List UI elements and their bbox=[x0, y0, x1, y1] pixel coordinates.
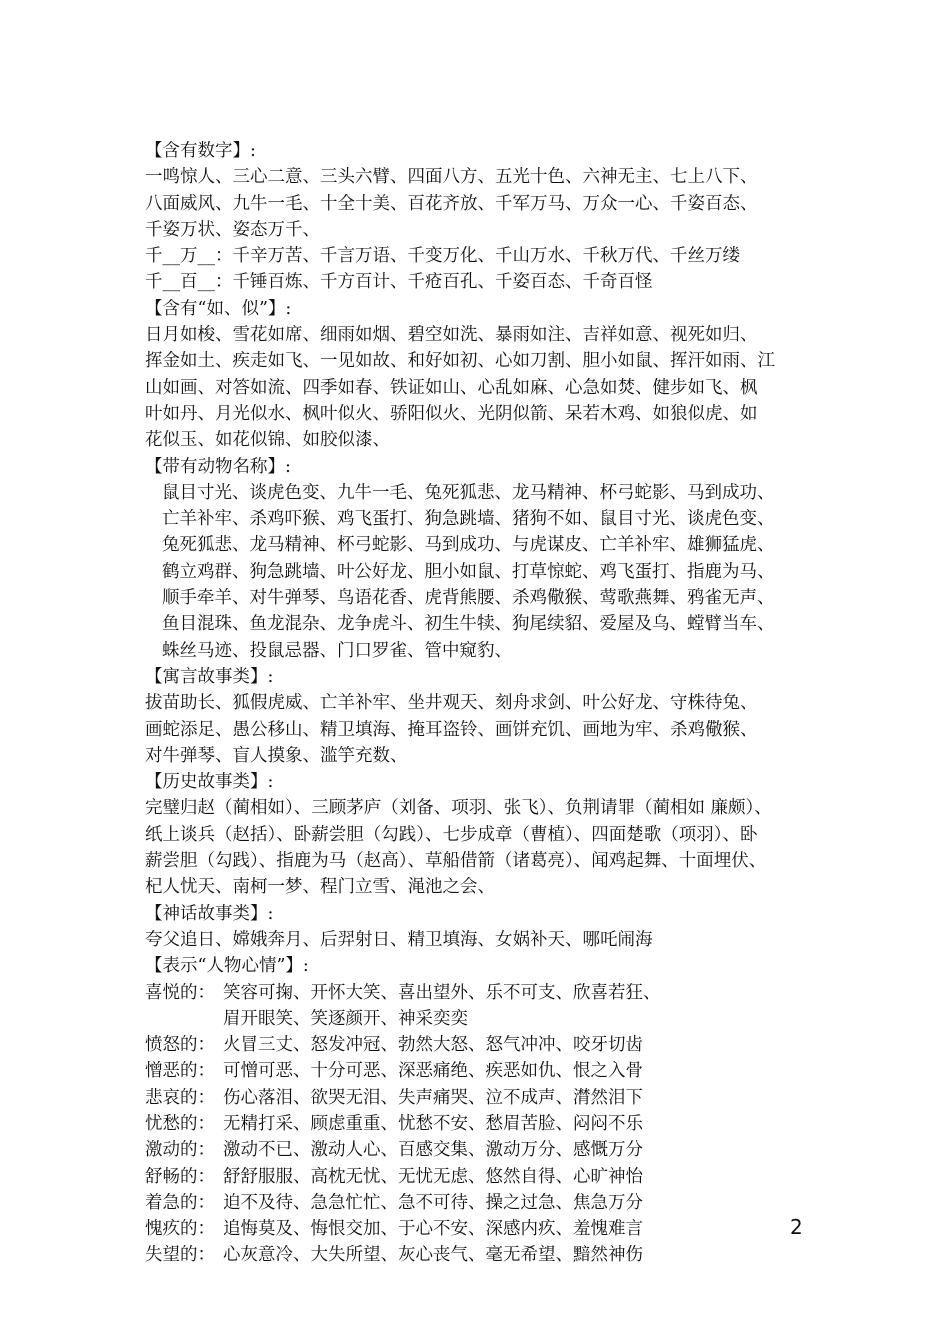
emotion-row bbox=[145, 1164, 825, 1190]
animals-line: 鼠目寸光、谈虎色变、九牛一毛、兔死狐悲、龙马精神、杯弓蛇影、马到成功、 bbox=[162, 482, 775, 503]
emotion-idioms: 无精打采、顾虑重重、忧愁不安、愁眉苦脸、闷闷不乐 bbox=[223, 1113, 643, 1134]
myths-line: 夸父追日、嫦娥奔月、后羿射日、精卫填海、女娲补天、哪吒闹海 bbox=[145, 929, 653, 950]
similes-line: 叶如丹、月光似水、枫叶似火、骄阳似火、光阴似箭、呆若木鸡、如狼似虎、如 bbox=[145, 403, 758, 424]
fables-line: 对牛弹琴、盲人摸象、滥竽充数、 bbox=[145, 745, 408, 766]
section-heading-myths: 【神话故事类】: bbox=[145, 903, 274, 924]
numbers-line: 一鸣惊人、三心二意、三头六臂、四面八方、五光十色、六神无主、七上八下、 bbox=[145, 167, 758, 188]
section-heading-fables: 【寓言故事类】: bbox=[145, 666, 274, 687]
numbers-line: 千__百__：千锤百炼、千方百计、千疮百孔、千姿百态、千奇百怪 bbox=[145, 272, 653, 293]
emotion-row bbox=[145, 1242, 825, 1268]
emotion-row bbox=[145, 980, 825, 1033]
emotion-row bbox=[145, 1111, 825, 1137]
document-body bbox=[145, 138, 825, 1269]
emotion-row bbox=[145, 1216, 825, 1242]
emotion-label: 激动的： bbox=[145, 1140, 215, 1161]
emotion-idioms: 伤心落泪、欲哭无泪、失声痛哭、泣不成声、潸然泪下 bbox=[223, 1087, 643, 1108]
emotion-idioms: 追悔莫及、悔恨交加、于心不安、深感内疚、羞愧难言 bbox=[223, 1219, 643, 1240]
emotion-label: 愤怒的： bbox=[145, 1035, 215, 1056]
section-heading-history: 【历史故事类】: bbox=[145, 772, 274, 793]
section-heading-numbers: 【含有数字】: bbox=[145, 141, 256, 161]
emotion-label: 忧愁的： bbox=[145, 1113, 215, 1134]
emotion-row bbox=[145, 1190, 825, 1216]
emotion-label: 失望的： bbox=[145, 1245, 215, 1266]
history-line: 杞人忧天、南柯一梦、程门立雪、渑池之会、 bbox=[145, 877, 495, 898]
section-heading-emotions: 【表示“人物心情”】: bbox=[145, 956, 309, 977]
emotion-row bbox=[145, 1032, 825, 1058]
animals-line: 鹤立鸡群、狗急跳墙、叶公好龙、胆小如鼠、打草惊蛇、鸡飞蛋打、指鹿为马、 bbox=[162, 561, 775, 582]
emotion-idioms: 舒舒服服、高枕无忧、无忧无虑、悠然自得、心旷神怡 bbox=[223, 1166, 643, 1187]
emotion-idioms: 火冒三丈、怒发冲冠、勃然大怒、怒气冲冲、咬牙切齿 bbox=[223, 1035, 643, 1056]
emotion-label: 悲哀的： bbox=[145, 1087, 215, 1108]
emotion-label: 憎恶的： bbox=[145, 1061, 215, 1082]
history-line: 完璧归赵（蔺相如）、三顾茅庐（刘备、项羽、张飞）、负荆请罪（蔺相如 廉颇）、 bbox=[145, 798, 772, 819]
emotion-idioms: 可憎可恶、十分可恶、深恶痛绝、疾恶如仇、恨之入骨 bbox=[223, 1061, 643, 1082]
similes-line: 花似玉、如花似锦、如胶似漆、 bbox=[145, 430, 390, 451]
emotion-idioms: 笑容可掬、开怀大笑、喜出望外、乐不可支、欣喜若狂、 bbox=[223, 982, 661, 1003]
numbers-line: 千__万__：千辛万苦、千言万语、千变万化、千山万水、千秋万代、千丝万缕 bbox=[145, 246, 740, 267]
emotion-label: 舒畅的： bbox=[145, 1166, 215, 1187]
emotion-idioms: 眉开眼笑、笑逐颜开、神采奕奕 bbox=[223, 1008, 468, 1029]
similes-line: 山如画、对答如流、四季如春、铁证如山、心乱如麻、心急如焚、健步如飞、枫 bbox=[145, 377, 758, 398]
emotion-idioms: 迫不及待、急急忙忙、急不可待、操之过急、焦急万分 bbox=[223, 1192, 643, 1213]
history-line: 薪尝胆（勾践）、指鹿为马（赵高）、草船借箭（诸葛亮）、闻鸡起舞、十面埋伏、 bbox=[145, 851, 767, 872]
animals-line: 兔死狐悲、龙马精神、杯弓蛇影、马到成功、与虎谋皮、亡羊补牢、雄狮猛虎、 bbox=[162, 535, 775, 556]
emotion-label: 喜悦的： bbox=[145, 982, 215, 1003]
section-heading-animals: 【带有动物名称】: bbox=[145, 456, 291, 477]
animals-line: 亡羊补牢、杀鸡吓猴、鸡飞蛋打、狗急跳墙、猪狗不如、鼠目寸光、谈虎色变、 bbox=[162, 509, 775, 530]
emotion-idioms: 激动不已、激动人心、百感交集、激动万分、感慨万分 bbox=[223, 1140, 643, 1161]
section-heading-similes: 【含有“如、似”】: bbox=[145, 298, 292, 319]
emotion-row bbox=[145, 1058, 825, 1084]
emotion-idioms: 心灰意冷、大失所望、灰心丧气、毫无希望、黯然神伤 bbox=[223, 1245, 643, 1266]
animals-line: 鱼目混珠、鱼龙混杂、龙争虎斗、初生牛犊、狗尾续貂、爱屋及乌、螳臂当车、 bbox=[162, 614, 775, 635]
numbers-line: 千姿万状、姿态万千、 bbox=[145, 219, 320, 240]
emotion-label: 着急的： bbox=[145, 1192, 215, 1213]
page-number: 2 bbox=[790, 1215, 803, 1239]
numbers-line: 八面威风、九牛一毛、十全十美、百花齐放、千军万马、万众一心、千姿百态、 bbox=[145, 193, 758, 214]
animals-line: 蛛丝马迹、投鼠忌器、门口罗雀、管中窥豹、 bbox=[162, 640, 512, 661]
animals-line: 顺手牵羊、对牛弹琴、鸟语花香、虎背熊腰、杀鸡儆猴、莺歌燕舞、鸦雀无声、 bbox=[162, 588, 775, 609]
similes-line: 挥金如土、疾走如飞、一见如故、和好如初、心如刀割、胆小如鼠、挥汗如雨、江 bbox=[145, 351, 775, 372]
history-line: 纸上谈兵（赵括）、卧薪尝胆（勾践）、七步成章（曹植）、四面楚歌（项羽）、卧 bbox=[145, 824, 758, 845]
similes-line: 日月如梭、雪花如席、细雨如烟、碧空如洗、暴雨如注、吉祥如意、视死如归、 bbox=[145, 325, 758, 346]
fables-line: 拔苗助长、狐假虎威、亡羊补牢、坐井观天、刻舟求剑、叶公好龙、守株待兔、 bbox=[145, 693, 758, 714]
emotion-label: 愧疚的： bbox=[145, 1219, 215, 1240]
emotion-row bbox=[145, 1085, 825, 1111]
emotion-row bbox=[145, 1137, 825, 1163]
fables-line: 画蛇添足、愚公移山、精卫填海、掩耳盗铃、画饼充饥、画地为牢、杀鸡儆猴、 bbox=[145, 719, 758, 740]
